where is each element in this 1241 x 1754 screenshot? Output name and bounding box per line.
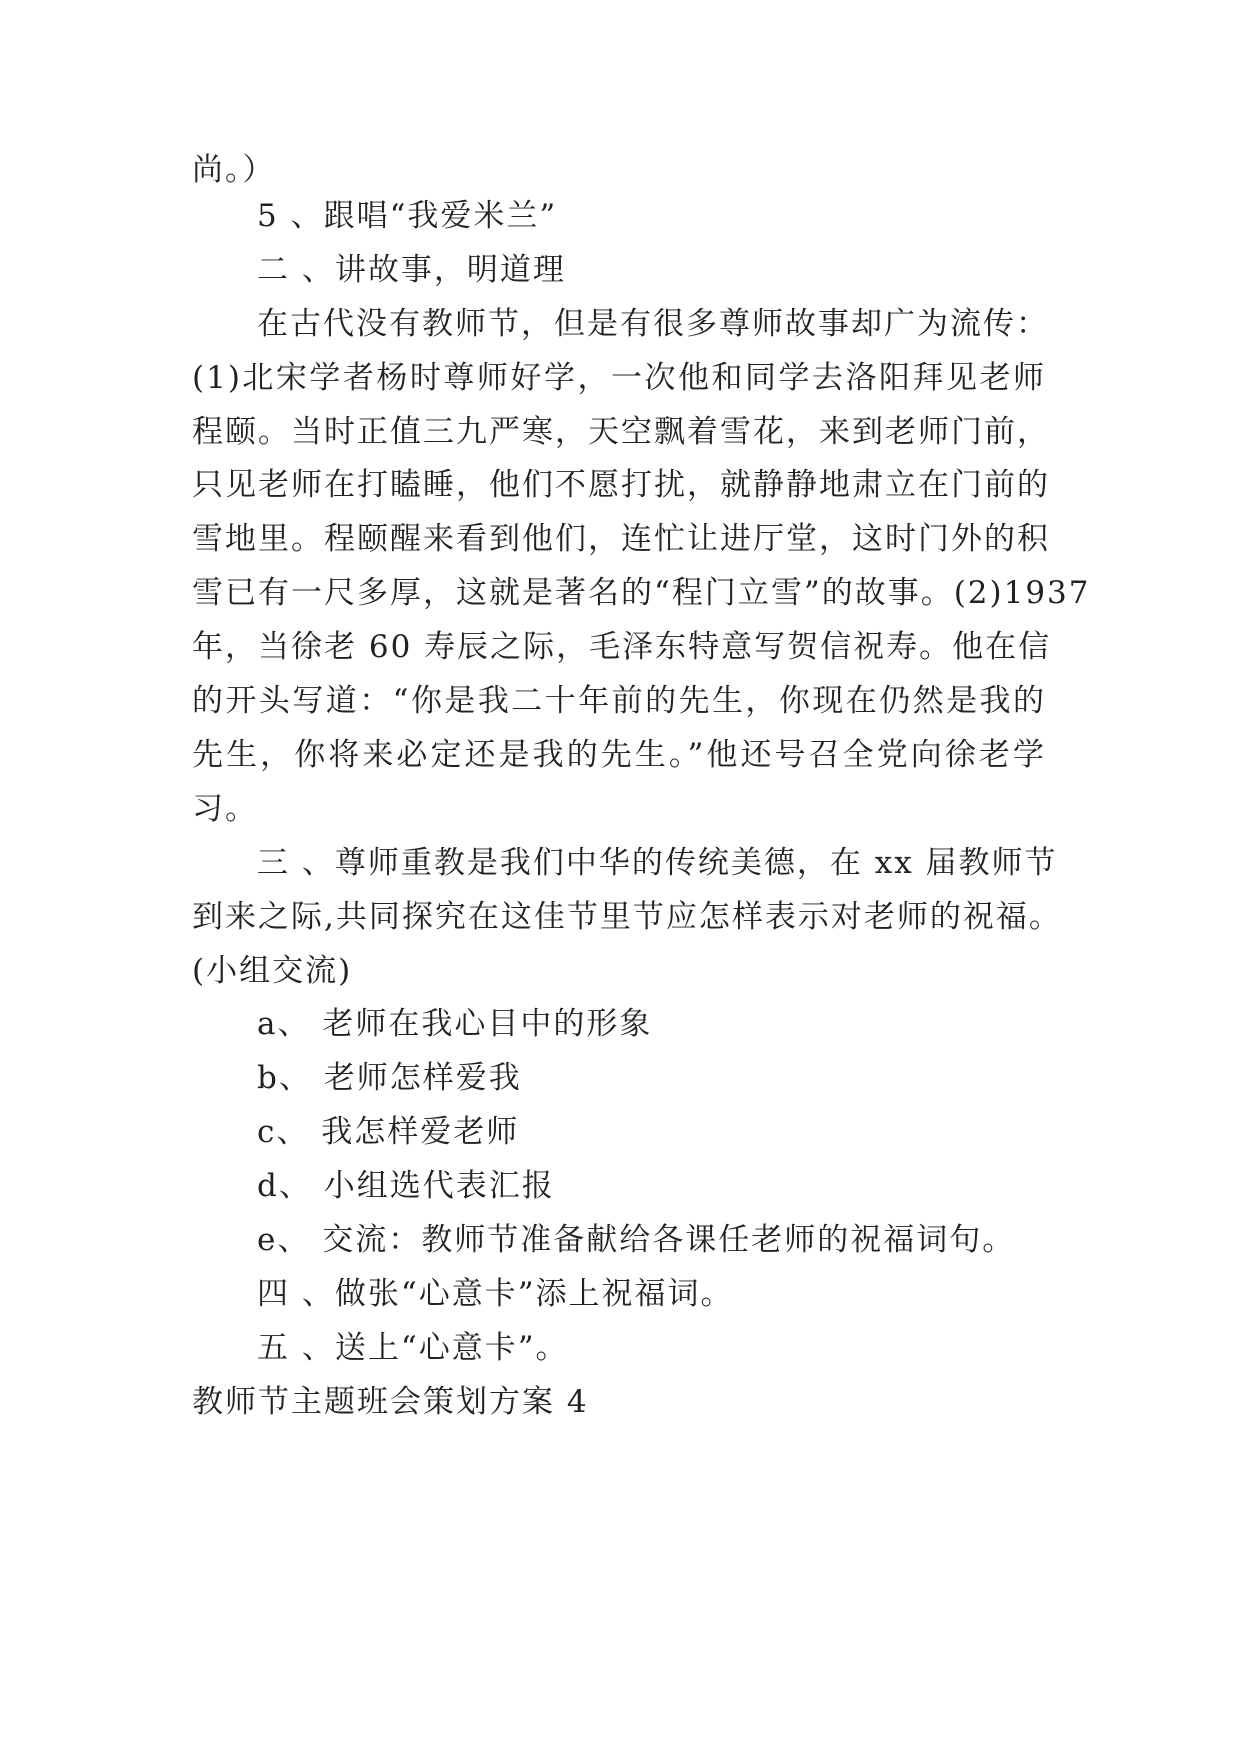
document-title: 教师节主题班会策划方案 4 — [192, 1384, 589, 1420]
text-line: 年，当徐老 60 寿辰之际，毛泽东特意写贺信祝寿。他在信 — [192, 629, 1052, 665]
list-item: b、 老师怎样爱我 — [257, 1060, 522, 1096]
list-item: d、 小组选代表汇报 — [257, 1168, 555, 1204]
text-line: 先生，你将来必定还是我的先生。”他还号召全党向徐老学 — [192, 737, 1046, 773]
text-line: 只见老师在打瞌睡，他们不愿打扰，就静静地肃立在门前的 — [192, 467, 1050, 503]
text-line: 习。 — [192, 791, 258, 827]
section-heading: 三 、尊师重教是我们中华的传统美德，在 xx 届教师节 — [257, 845, 1058, 881]
list-item: c、 我怎样爱老师 — [257, 1114, 520, 1150]
section-heading: 五 、送上“心意卡”。 — [257, 1330, 569, 1366]
text-line: 尚。） — [192, 152, 276, 188]
text-line: 雪已有一尺多厚，这就是著名的“程门立雪”的故事。(2)1937 — [192, 575, 1091, 611]
text-line: 在古代没有教师节，但是有很多尊师故事却广为流传： — [257, 306, 1049, 342]
section-heading: 四 、做张“心意卡”添上祝福词。 — [257, 1276, 734, 1312]
text-line: (1)北宋学者杨时尊师好学，一次他和同学去洛阳拜见老师 — [192, 360, 1046, 396]
text-line: 的开头写道：“你是我二十年前的先生，你现在仍然是我的 — [192, 683, 1046, 719]
text-line: (小组交流) — [192, 953, 353, 989]
text-line: 雪地里。程颐醒来看到他们，连忙让进厅堂，这时门外的积 — [192, 521, 1050, 557]
section-heading: 二 、讲故事，明道理 — [257, 252, 566, 288]
text-line: 到来之际,共同探究在这佳节里节应怎样表示对老师的祝福。 — [192, 899, 1062, 935]
text-line: 5 、跟唱“我爱米兰” — [257, 198, 558, 234]
list-item: e、 交流：教师节准备献给各课任老师的祝福词句。 — [257, 1222, 1016, 1258]
text-line: 程颐。当时正值三九严寒，天空飘着雪花，来到老师门前， — [192, 414, 1050, 450]
list-item: a、 老师在我心目中的形象 — [257, 1006, 653, 1042]
